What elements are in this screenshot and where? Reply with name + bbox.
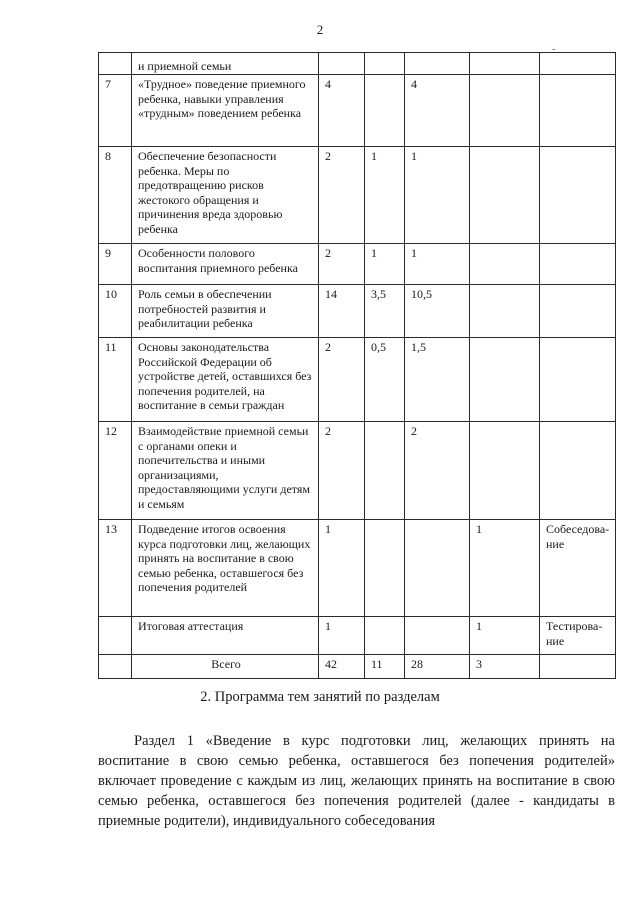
hours-certification [470,147,540,244]
certification-form: Собеседова-ние [540,520,616,617]
row-number: 10 [99,285,132,338]
topic-cell: Подведение итогов освоения курса подготовки лиц, желающих принять на воспитание в свою семью ребенка, оставшегося без попечения родителей [132,520,319,617]
table-row [99,244,616,285]
row-number: 9 [99,244,132,285]
certification-form [540,338,616,422]
table-row [99,285,616,338]
table-row [99,520,616,617]
certification-form [540,655,616,679]
certification-form [540,422,616,520]
hours-certification [470,75,540,147]
topic-cell: «Трудное» поведение приемного ребенка, навыки управления «трудным» поведением ребенка [132,75,319,147]
hours-certification: 1 [470,520,540,617]
hours-practice: 1 [405,244,470,285]
hours-practice: 1,5 [405,338,470,422]
total-row [99,655,616,679]
certification-form [540,53,616,75]
topic-cell: Итоговая аттестация [132,617,319,655]
table-row [99,53,616,75]
topic-cell: Обеспечение безопасности ребенка. Меры по предотвращению рисков жестокого обращения и причинения вреда здоровью ребенка [132,147,319,244]
section-paragraph: Раздел 1 «Введение в курс подготовки лиц, желающих принять на воспитание в свою семью ребенка, оставшегося без попечения родителей» включает проведение с каждым из лиц, желающих принять на воспитание в свою семью ребенка, оставшегося без попечения родителей (далее - кандидаты в приемные родители), индивидуального собеседования [98,733,615,829]
row-number [99,617,132,655]
curriculum-table [98,52,616,679]
hours-total: 4 [319,75,365,147]
hours-certification [470,338,540,422]
hours-practice: 28 [405,655,470,679]
certification-form: Тестирова-ние [540,617,616,655]
hours-certification [470,244,540,285]
hours-total: 42 [319,655,365,679]
table-row [99,147,616,244]
scan-mark: - [552,44,556,55]
hours-theory [365,617,405,655]
certification-form [540,244,616,285]
hours-total: 1 [319,617,365,655]
topic-cell: и приемной семьи [132,53,319,75]
row-number [99,53,132,75]
hours-certification [470,422,540,520]
hours-total: 14 [319,285,365,338]
hours-practice: 4 [405,75,470,147]
hours-certification: 1 [470,617,540,655]
row-number: 12 [99,422,132,520]
hours-theory [365,53,405,75]
hours-theory: 1 [365,244,405,285]
hours-practice: 1 [405,147,470,244]
hours-theory: 1 [365,147,405,244]
hours-practice [405,617,470,655]
hours-theory: 3,5 [365,285,405,338]
hours-practice: 10,5 [405,285,470,338]
hours-total: 2 [319,244,365,285]
hours-theory [365,520,405,617]
hours-certification [470,53,540,75]
topic-cell: Особенности полового воспитания приемного ребенка [132,244,319,285]
row-number: 13 [99,520,132,617]
row-number: 7 [99,75,132,147]
certification-form [540,147,616,244]
hours-theory: 11 [365,655,405,679]
topic-cell: Роль семьи в обеспечении потребностей развития и реабилитации ребенка [132,285,319,338]
certification-form [540,75,616,147]
topic-cell: Основы законодательства Российской Федерации об устройстве детей, оставшихся без попечения родителей, на воспитание в семьи граждан [132,338,319,422]
table-row [99,422,616,520]
total-label: Всего [132,655,319,679]
page-number: 2 [316,22,324,37]
hours-theory [365,75,405,147]
hours-practice [405,520,470,617]
row-number: 8 [99,147,132,244]
hours-practice: 2 [405,422,470,520]
topic-cell: Взаимодействие приемной семьи с органами опеки и попечительства и иными организациями, предоставляющими услуги детям и семьям [132,422,319,520]
hours-total: 1 [319,520,365,617]
row-number [99,655,132,679]
hours-total [319,53,365,75]
hours-certification [470,285,540,338]
hours-total: 2 [319,338,365,422]
table-row [99,617,616,655]
hours-practice [405,53,470,75]
table-row [99,75,616,147]
hours-theory [365,422,405,520]
section-heading: 2. Программа тем занятий по разделам [200,689,440,705]
hours-certification: 3 [470,655,540,679]
hours-total: 2 [319,422,365,520]
row-number: 11 [99,338,132,422]
hours-total: 2 [319,147,365,244]
table-row [99,338,616,422]
hours-theory: 0,5 [365,338,405,422]
certification-form [540,285,616,338]
